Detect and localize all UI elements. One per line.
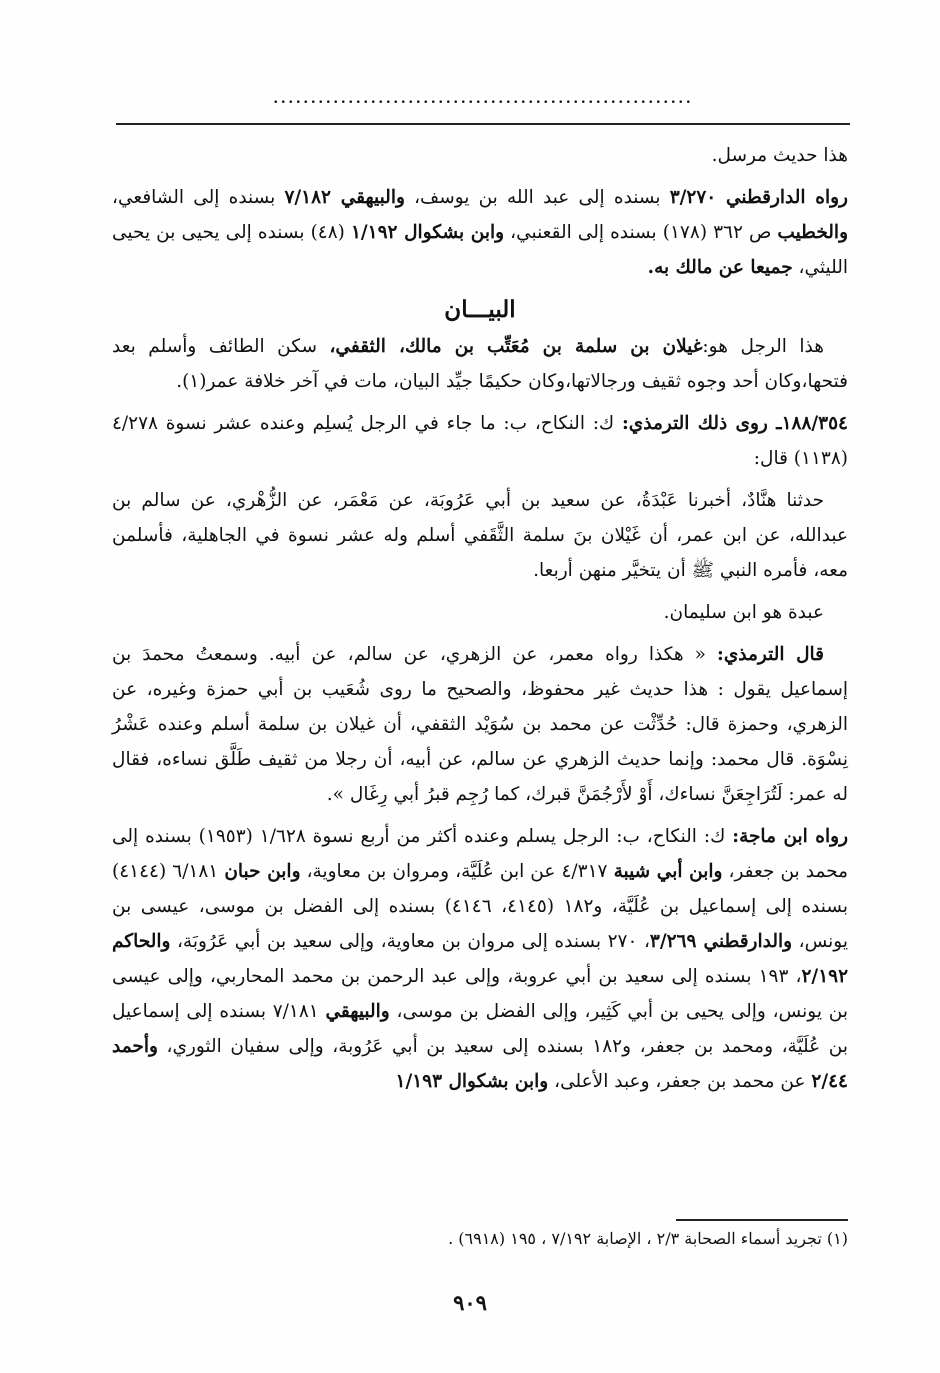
bold-segment: وابن أبي شيبة bbox=[613, 861, 723, 882]
main-text bbox=[112, 138, 848, 1106]
text-segment: (٤٨) بسنده إلى يحيى بن يحيى الليثي، bbox=[112, 222, 848, 278]
bold-segment: غيلان بن سلمة بن مُعَتِّب بن مالك، الثقفي، bbox=[329, 336, 703, 357]
page-number: ٩٠٩ bbox=[453, 1290, 487, 1315]
text-segment: ، ٢٧٠ بسنده إلى مروان بن معاوية، وإلى سعيد بن أبي عَرُوبَة، bbox=[170, 931, 650, 952]
text-segment: ك: النكاح، ب: الرجل يسلم وعنده أكثر من أربع نسوة ١/٦٢٨ (١٩٥٣) بسنده إلى محمد بن جعفر، bbox=[112, 826, 849, 882]
text-segment: بسنده إلى عبد الله بن يوسف، bbox=[404, 187, 670, 208]
text-segment: ٧/١٨١ بسنده إلى إسماعيل بن عُلَيَّة، ومحمد بن جعفر، و١٨٢ بسنده إلى سعيد بن أبي عَرُوبة، وإلى سفيان الثوري، bbox=[112, 1001, 848, 1057]
bold-segment: وابن حبان bbox=[224, 861, 301, 882]
text-segment: سكن الطائف وأسلم بعد فتحها،وكان أحد وجوه ثقيف ورجالاتها،وكان حكيمًا جيِّد البيان، مات في آخر خلافة عمر(١). bbox=[112, 336, 848, 392]
text-segment: « هكذا رواه معمر، عن الزهري، عن سالم، عن أبيه. وسمعتُ محمدَ بن إسماعيل يقول : هذا حديث غير محفوظ، والصحيح ما روى شُعَيب بن أبي حمزة وغيره، عن الزهري، وحمزة قال: حُدِّثْت عن محمد بن سُوَيْد الثقفي، أن غيلان بن سلمة أسلم وعنده عَشْرُ نِسْوَة. قال محمد: وإنما حديث الزهري عن سالم، عن أبيه، أن رجلا من ثقيف طَلَّق نساءه، فقال له عمر: لَتُرَاجِعَنَّ نساءك، أَوْ لأَرْجُمَنَّ قبرك، كما رُجِم قبرُ أبي رِغَال ». bbox=[112, 644, 848, 805]
header-dotted-line: ........................................................ bbox=[273, 84, 693, 108]
text-segment: عبدة هو ابن سليمان. bbox=[663, 602, 824, 623]
paragraph-mursal bbox=[112, 138, 848, 173]
paragraph-bayan bbox=[112, 329, 848, 399]
footnote-rule bbox=[676, 1219, 848, 1221]
paragraph-hadith-number bbox=[112, 406, 848, 476]
text-segment: عن محمد بن جعفر، وعبد الأعلى، bbox=[548, 1071, 812, 1092]
text-segment: هذا الرجل هو: bbox=[702, 336, 824, 357]
bold-segment: وابن بشكوال ١/١٩٢ bbox=[350, 222, 505, 243]
text-segment: هذا حديث مرسل. bbox=[711, 145, 848, 166]
text-segment: بسنده إلى الشافعي، bbox=[112, 187, 285, 208]
bold-segment: رواه الدارقطني ٣/٢٧٠ bbox=[669, 187, 848, 208]
bold-segment: وأحمد ٢/٤٤ bbox=[112, 1036, 848, 1092]
bold-segment: وابن بشكوال ١/١٩٣ bbox=[395, 1071, 549, 1092]
section-heading: البيـــان bbox=[444, 296, 516, 323]
text-segment: ٦/١٨١ (٤١٤٤) بسنده إلى إسماعيل بن عُلَيَّة، و١٨٢ (٤١٤٥، ٤١٤٦) بسنده إلى الفضل بن موسى، عيسى بن يونس، bbox=[112, 861, 849, 952]
paragraph-riwaya-1 bbox=[112, 180, 848, 285]
text-segment: حدثنا هنَّادٌ، أخبرنا عَبْدَةُ، عن سعيد بن أبي عَرُوبَة، عن مَعْمَر، عن الزُّهْري، عن سالم بن عبدالله، عن ابن عمر، أن غَيْلان بنَ سلمة الثَّقَفي أسلم وله عشر نسوة في الجاهلية، فأسلمن معه، فأمره النبي ﷺ أن يتخيَّر منهن أربعا. bbox=[112, 490, 848, 581]
bold-segment: رواه ابن ماجة: bbox=[732, 826, 848, 847]
text-segment: ص ٣٦٢ (١٧٨) بسنده إلى القعنبي، bbox=[504, 222, 778, 243]
bold-segment: والخطيب bbox=[777, 222, 848, 243]
footnote: (١) تجريد أسماء الصحابة ٢/٣ ، الإصابة ٧/١٩٢ ، ١٩٥ (٦٩١٨) . bbox=[448, 1229, 848, 1248]
paragraph-isnad bbox=[112, 483, 848, 588]
paragraph-tirmidhi bbox=[112, 637, 848, 812]
bold-segment: جميعا عن مالك به. bbox=[647, 257, 793, 278]
bold-segment: والدارقطني ٣/٢٦٩ bbox=[649, 931, 793, 952]
header-rule bbox=[116, 123, 850, 125]
bold-segment: قال الترمذي: bbox=[717, 644, 824, 665]
text-segment: ، ١٩٣ بسنده إلى سعيد بن أبي عروبة، وإلى عبد الرحمن بن محمد المحاربي، وإلى عيسى بن يونس، وإلى يحيى بن أبي كَثِير، وإلى الفضل بن موسى، bbox=[112, 966, 848, 1022]
paragraph-abda bbox=[112, 595, 848, 630]
text-segment: ٤/٣١٧ عن ابن عُلَيَّة، ومروان بن معاوية، bbox=[300, 861, 614, 882]
bold-segment: والبيهقي bbox=[325, 1001, 390, 1022]
bold-segment: والبيهقي ٧/١٨٢ bbox=[284, 187, 405, 208]
text-segment: ك: النكاح، ب: ما جاء في الرجل يُسلِم وعنده عشر نسوة ٤/٢٧٨ (١١٣٨) قال: bbox=[112, 413, 848, 469]
bold-segment: والحاكم ٢/١٩٢ bbox=[112, 931, 849, 987]
bold-segment: ١٨٨/٣٥٤ـ روى ذلك الترمذي: bbox=[621, 413, 848, 434]
paragraph-takhrij bbox=[112, 819, 848, 1099]
